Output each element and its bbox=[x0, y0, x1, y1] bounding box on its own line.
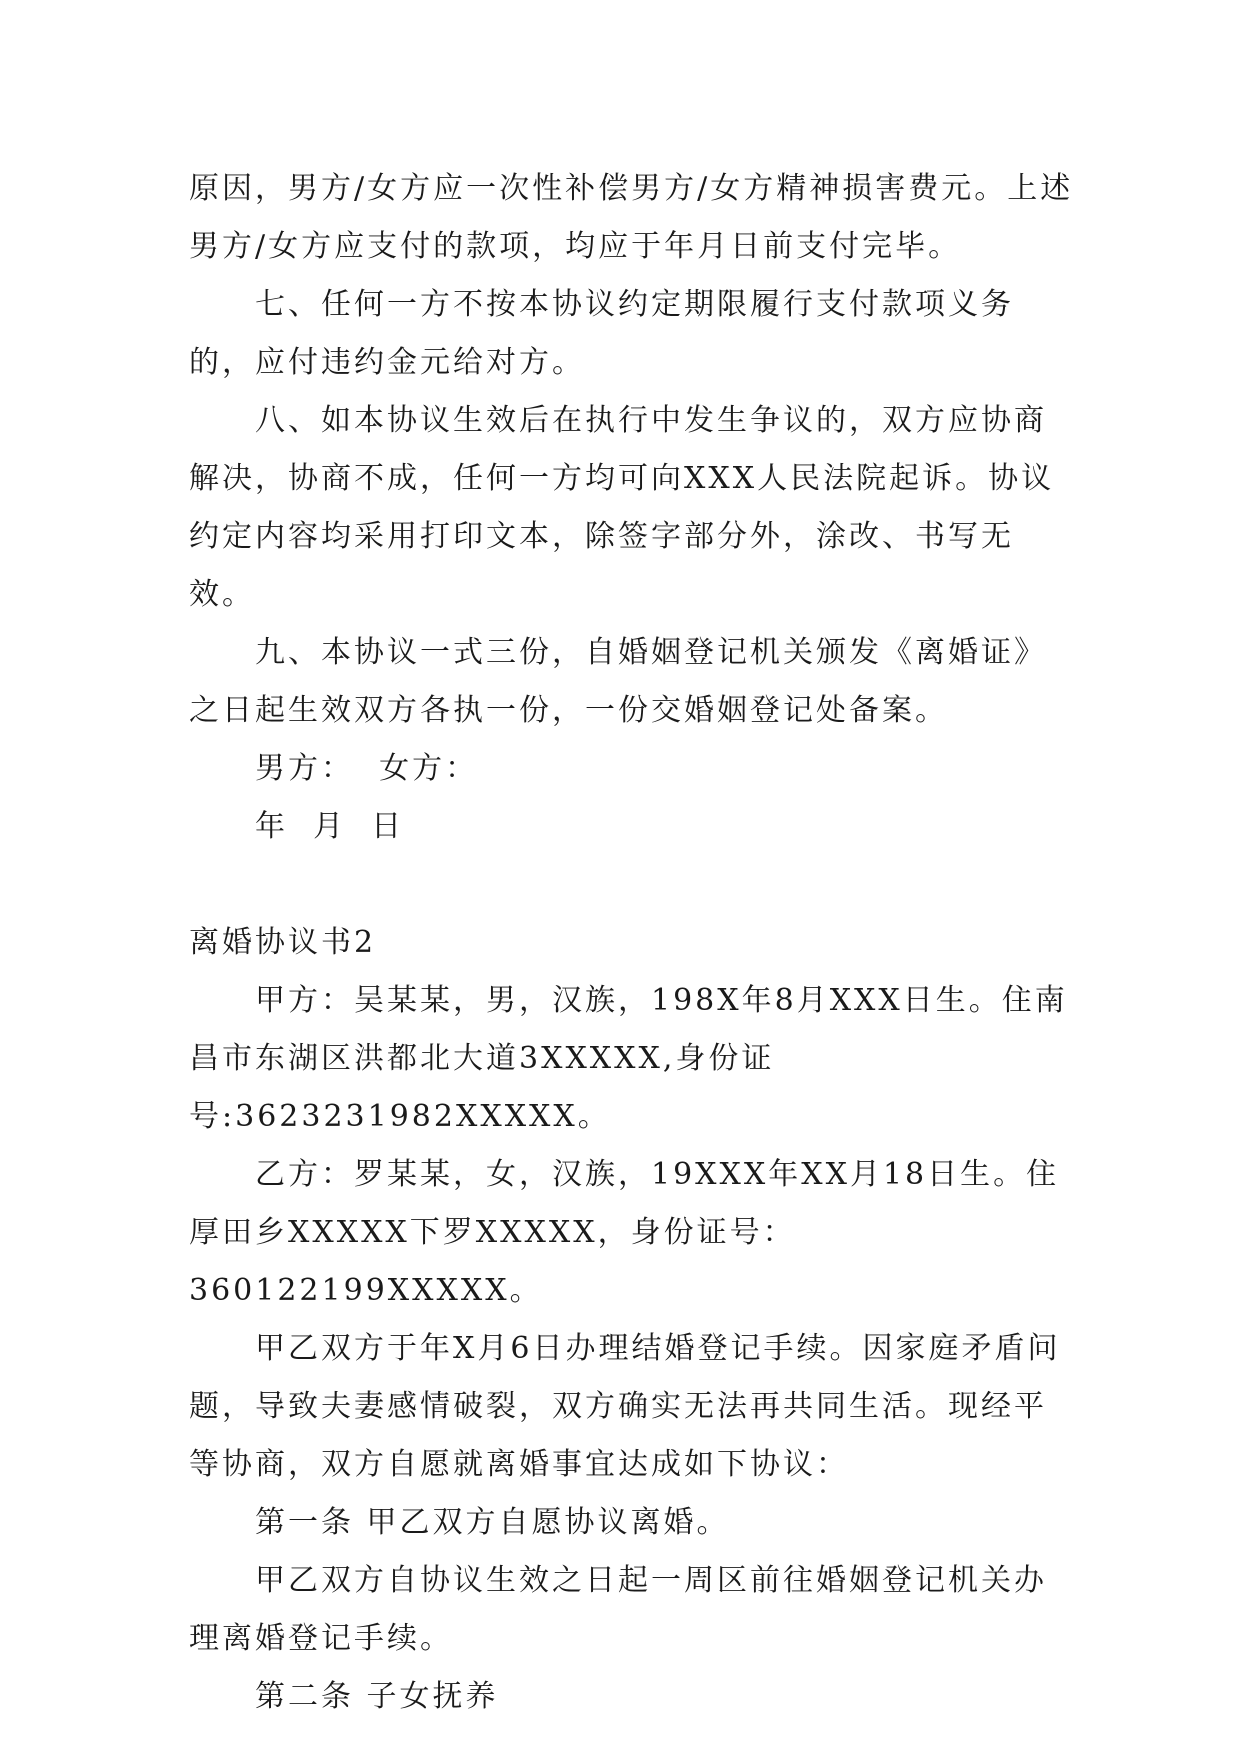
section-title: 离婚协议书2 bbox=[189, 925, 377, 960]
date-line: 年 月 日 bbox=[255, 809, 405, 844]
document-body bbox=[189, 160, 1079, 1726]
signature-line: 男方： 女方： bbox=[255, 751, 479, 786]
section-spacer bbox=[189, 856, 1079, 914]
paragraph-intro: 甲乙双方于年X月6日办理结婚登记手续。因家庭矛盾问题，导致夫妻感情破裂，双方确实无法再共同生活。现经平等协商，双方自愿就离婚事宜达成如下协议： bbox=[189, 1331, 1061, 1482]
article-1-body: 甲乙双方自协议生效之日起一周区前往婚姻登记机关办理离婚登记手续。 bbox=[189, 1563, 1047, 1656]
paragraph-clause-7: 七、任何一方不按本协议约定期限履行支付款项义务的，应付违约金元给对方。 bbox=[189, 287, 1014, 380]
article-1-title: 第一条 甲乙双方自愿协议离婚。 bbox=[255, 1505, 730, 1540]
paragraph-clause-8: 八、如本协议生效后在执行中发生争议的，双方应协商解决，协商不成，任何一方均可向XXX人民法院起诉。协议约定内容均采用打印文本，除签字部分外，涂改、书写无效。 bbox=[189, 403, 1055, 612]
paragraph-clause-9: 九、本协议一式三份，自婚姻登记机关颁发《离婚证》之日起生效双方各执一份，一份交婚姻登记处备案。 bbox=[189, 635, 1047, 728]
paragraph-compensation: 原因，男方/女方应一次性补偿男方/女方精神损害费元。上述男方/女方应支付的款项，均应于年月日前支付完毕。 bbox=[189, 171, 1074, 264]
paragraph-party-b: 乙方：罗某某，女，汉族，19XXX年XX月18日生。住厚田乡XXXXX下罗XXXXX，身份证号：360122199XXXXX。 bbox=[189, 1157, 1060, 1308]
paragraph-party-a: 甲方：吴某某，男，汉族，198X年8月XXX日生。住南昌市东湖区洪都北大道3XXXXX,身份证号:3623231982XXXXX。 bbox=[189, 983, 1068, 1134]
article-2-title: 第二条 子女抚养 bbox=[255, 1679, 499, 1714]
